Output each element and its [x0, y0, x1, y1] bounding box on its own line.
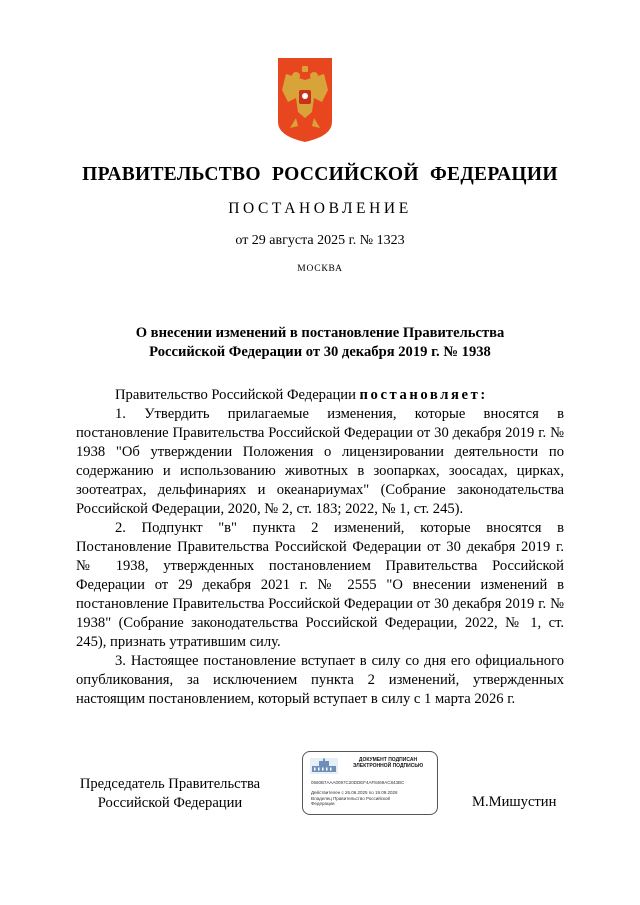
heading-line-2: Российской Федерации от 30 декабря 2019 г. № 1938	[149, 344, 491, 360]
document-body	[76, 386, 564, 709]
electronic-signature-stamp	[302, 751, 438, 815]
intro-prefix: Правительство Российской Федерации	[115, 387, 360, 403]
government-building-icon	[310, 758, 338, 774]
stamp-title-line-1: ДОКУМЕНТ ПОДПИСАН	[358, 757, 418, 763]
stamp-validity: Действителен с 26.06.2025 по 19.09.2026	[311, 790, 398, 795]
signer-name: М.Мишустин	[472, 794, 557, 810]
document-heading	[60, 324, 580, 362]
intro-paragraph	[76, 386, 564, 405]
paragraph-3: 3. Настоящее постановление вступает в силу со дня его официального опубликования, за исключением пункта 2 изменений, утвержденных настоящим постановлением, который вступает в силу с 1 марта 2026 г.	[76, 653, 564, 707]
stamp-owner-line-1: Владелец Правительство Российской	[311, 796, 391, 801]
document-type: ПОСТАНОВЛЕНИЕ	[228, 200, 412, 217]
intro-resolves: постановляет:	[359, 387, 488, 403]
coat-of-arms-emblem	[276, 56, 334, 144]
stamp-certificate-serial: 0560B7AAA0097C20DDEF4AF8469AC843BC	[311, 780, 405, 785]
signer-position-line-2: Российской Федерации	[97, 795, 243, 811]
stamp-owner-line-2: Федерации	[311, 801, 335, 806]
stamp-title-line-2: ЭЛЕКТРОННОЙ ПОДПИСЬЮ	[352, 763, 424, 769]
document-city: МОСКВА	[297, 264, 343, 274]
heading-line-1: О внесении изменений в постановление Правительства	[135, 325, 505, 341]
signer-position-line-1: Председатель Правительства	[79, 776, 261, 792]
paragraph-2: 2. Подпункт "в" пункта 2 изменений, которые вносятся в Постановление Правительства Российской Федерации от 30 декабря 2019 г. № 1938, утвержденных постановлением Правительства Российской Федерации от 29 декабря 2021 г. № 2555 "О внесении изменений в постановление Правительства Российской Федерации от 30 декабря 2019 г. № 1938" (Собрание законодательства Российской Федерации, 2022, № 1, ст. 245), признать утратившим силу.	[76, 520, 564, 650]
paragraph-1: 1. Утвердить прилагаемые изменения, которые вносятся в постановление Правительства Российской Федерации от 30 декабря 2019 г. № 1938 "Об утверждении Положения о лицензировании деятельности по содержанию и использованию животных в зоопарках, зоосадах, цирках, зоотеатрах, дельфинариях и океанариумах" (Собрание законодательства Российской Федерации, 2020, № 2, ст. 183; 2022, № 1, ст. 245).	[76, 406, 564, 517]
signer-position	[70, 775, 270, 813]
government-title: ПРАВИТЕЛЬСТВО РОССИЙСКОЙ ФЕДЕРАЦИИ	[82, 164, 558, 185]
stamp-title	[341, 757, 435, 769]
document-date-number: от 29 августа 2025 г. № 1323	[235, 233, 405, 248]
